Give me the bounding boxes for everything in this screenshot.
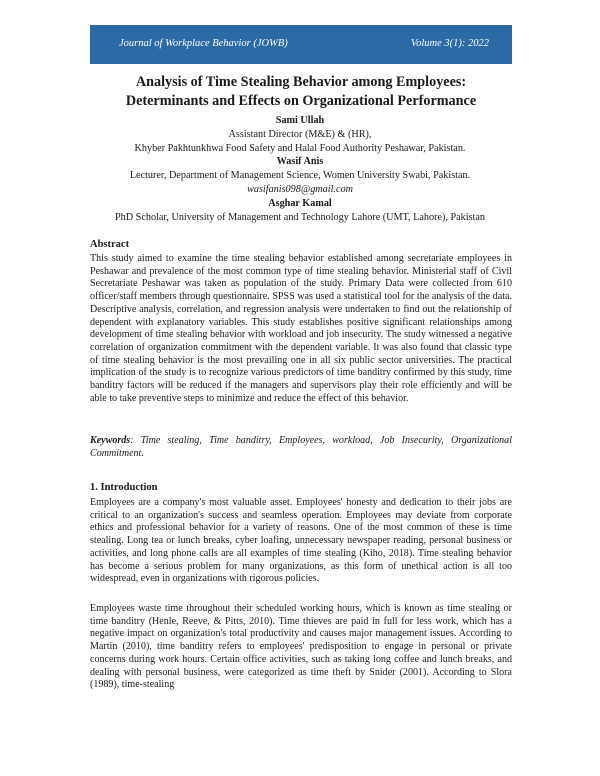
author-name: Asghar Kamal (268, 197, 332, 209)
keywords-label: Keywords (90, 435, 131, 446)
introduction-heading: 1. Introduction (90, 482, 158, 493)
keywords-text: : Time stealing, Time banditry, Employees, workload, Job Insecurity, Organizational Commitment. (90, 435, 512, 459)
abstract-heading: Abstract (90, 239, 130, 250)
volume-label: Volume 3(1): 2022 (410, 38, 489, 49)
paper-title (90, 73, 512, 110)
paper-title-line-2: Determinants and Effects on Organizational Performance (125, 92, 477, 109)
author-name: Wasif Anis (276, 156, 324, 168)
author-affiliation: Khyber Pakhtunkhwa Food Safety and Halal Food Authority Peshawar, Pakistan. (134, 142, 466, 154)
abstract-text: This study aimed to examine the time stealing behavior established among secretariate employees in Peshawar and prevalence of the most common type of time stealing behavior. Ministerial staff of Civil Secretariate Peshawar was taken as population of the study. Primary Data were collected from 610 officer/staff members through questionnaire. SPSS was used a statistical tool for the analysis of the data. Descriptive analysis, correlation, and regression analysis were undertaken to find out the relationship of dependent with explanatory variables. This study establishes positive significant relationships among development of time stealing behavior with workload and job insecurity. The study witnessed a negative correlation of organization commitment with the dependent variable. It was also found that classic type of time stealing behavior is the most prevailing one in all six public sector universities. The practical implication of the study is to recognize various predictors of time banditry confirmed by this study, time banditry factors will be reduced if the managers and supervisors play their role efficiently and will be able to take preventive steps to minimize and reduce the effect of this behavior. (90, 253, 512, 404)
introduction-paragraph-1: Employees are a company's most valuable asset. Employees' honesty and dedication to their jobs are critical to an organization's success and seamless operation. Employees may deviate from corporate ethics and professional behavior for a variety of reasons. One of the most common of these is time stealing. Long tea or lunch breaks, cyber loafing, unnecessary newspaper reading, personal business or activities, and long phone calls are all examples of time stealing (Kiho, 2018). Time stealing behavior has become a serious problem for many organizations, as this form of unethical action is all too widespread, even in organizations with rigorous policies. (90, 497, 512, 585)
author-affiliation: Lecturer, Department of Management Science, Women University Swabi, Pakistan. (129, 170, 471, 182)
introduction-paragraph-2: Employees waste time throughout their scheduled working hours, which is known as time stealing or time banditry (Henle, Reeve, & Pitts, 2010). Time thieves are paid in full for less work, which has a negative impact on organization's total productivity and causes major management issues. According to Martin (2010), time banditry refers to employees' predisposition to engage in personal or private concerns during work hours. Certain office activities, such as taking long coffee and lunch breaks, and dealing with personal business, were categorized as time theft by Snider (2001). According to Slora (1989), time-stealing (90, 603, 512, 691)
keywords-line (90, 435, 512, 460)
journal-title: Journal of Workplace Behavior (JOWB) (119, 38, 288, 49)
author-affiliation: PhD Scholar, University of Management and Technology Lahore (UMT, Lahore), Pakistan (115, 211, 485, 223)
author-block (80, 114, 520, 224)
author-email: wasifanis098@gmail.com (247, 183, 353, 195)
paper-title-line-1: Analysis of Time Stealing Behavior among Employees: (135, 74, 467, 90)
author-affiliation: Assistant Director (M&E) & (HR), (228, 128, 372, 140)
author-name: Sami Ullah (275, 115, 325, 126)
journal-header-banner (90, 25, 512, 64)
